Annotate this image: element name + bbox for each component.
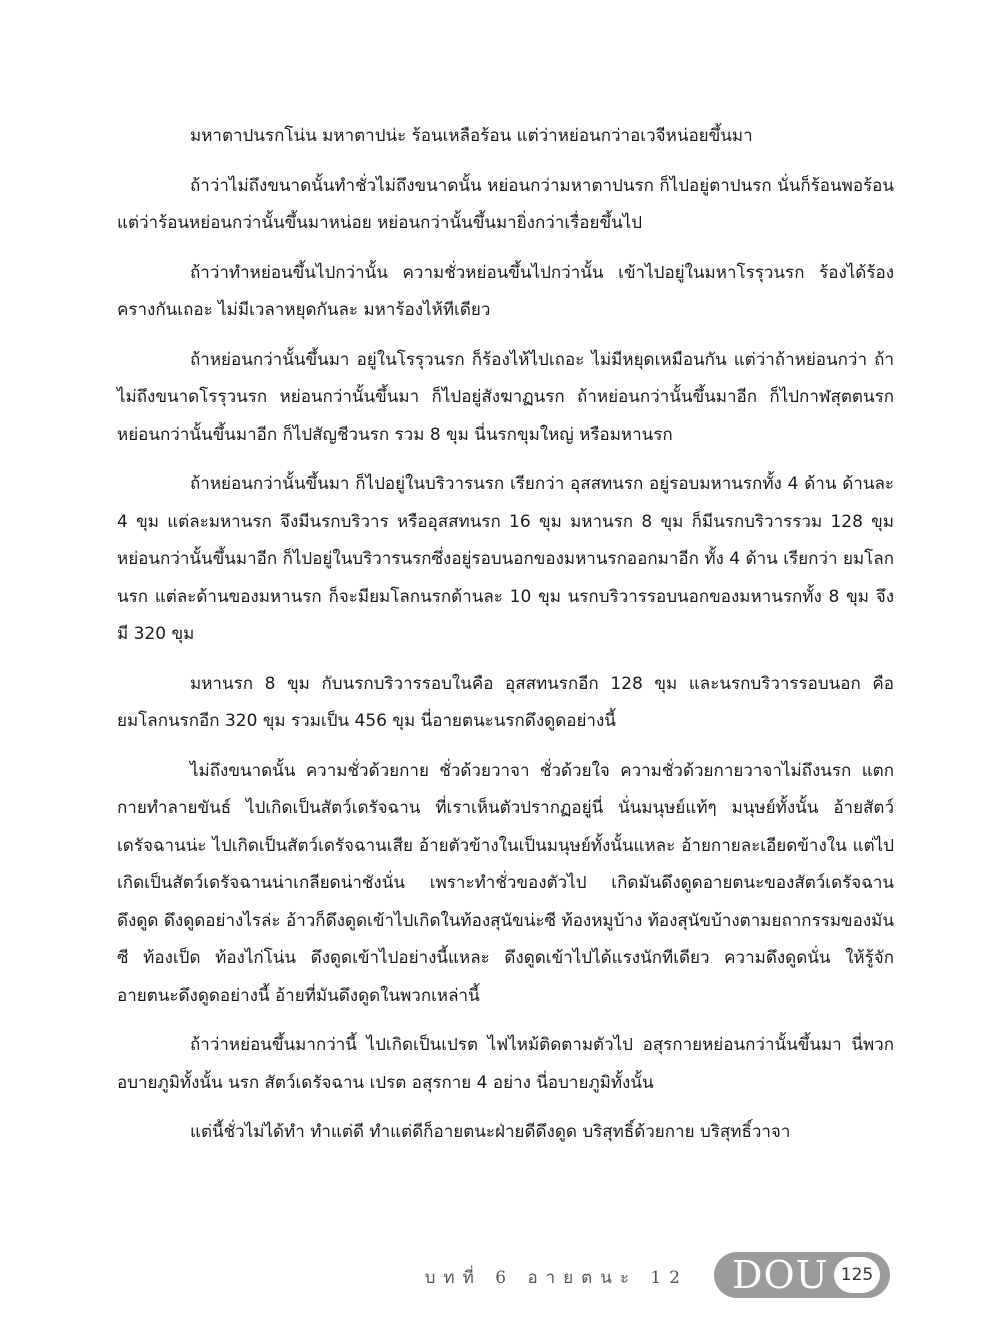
paragraph-9: แต่นี้ชั่วไม่ได้ทำ ทำแต่ดี ทำแต่ดีก็อายตนะฝ่ายดีดึงดูด บริสุทธิ์ด้วยกาย บริสุทธิ์วาจา [190,1122,791,1142]
paragraph-8: ถ้าว่าหย่อนขึ้นมากว่านี้ ไปเกิดเป็นเปรต ไฟไหม้ติดตามตัวไป อสุรกายหย่อนกว่านั้นขึ้นมา นี่พวกอบายภูมิทั้งนั้น นรก สัตว์เดรัจฉาน เปรต อสุรกาย 4 อย่าง นี่อบายภูมิทั้งนั้น [117,1035,894,1093]
page-number: 125 [834,1257,880,1293]
paragraph-5: ถ้าหย่อนกว่านั้นขึ้นมา ก็ไปอยู่ในบริวารนรก เรียกว่า อุสสทนรก อยู่รอบมหานรกทั้ง 4 ด้าน ด้านละ 4 ขุม แต่ละมหานรก จึงมีนรกบริวาร หรืออุสสทนรก 16 ขุม มหานรก 8 ขุม ก็มีนรกบริวารรวม 128 ขุม หย่อนกว่านั้นขึ้นมาอีก ก็ไปอยู่ในบริวารนรกซึ่งอยู่รอบนอกของมหานรกออกมาอีก ทั้ง 4 ด้าน เรียกว่า ยมโลกนรก แต่ละด้านของมหานรก ก็จะมียมโลกนรกด้านละ 10 ขุม นรกบริวารรอบนอกของมหานรกทั้ง 8 ขุม จึงมี 320 ขุม [117,474,894,644]
paragraph-2: ถ้าว่าไม่ถึงขนาดนั้นทำชั่วไม่ถึงขนาดนั้น หย่อนกว่ามหาตาปนรก ก็ไปอยู่ตาปนรก นั่นก็ร้อนพอร้อน แต่ว่าร้อนหย่อนกว่านั้นขึ้นมาหน่อย หย่อนกว่านั้นขึ้นมายิ่งกว่าเรื่อยขึ้นไป [117,175,894,233]
paragraph-7: ไม่ถึงขนาดนั้น ความชั่วด้วยกาย ชั่วด้วยวาจา ชั่วด้วยใจ ความชั่วด้วยกายวาจาไม่ถึงนรก แตกกายทำลายขันธ์ ไปเกิดเป็นสัตว์เดรัจฉาน ที่เราเห็นตัวปรากฏอยู่นี่ นั่นมนุษย์แท้ๆ มนุษย์ทั้งนั้น อ้ายสัตว์เดรัจฉานน่ะ ไปเกิดเป็นสัตว์เดรัจฉานเสีย อ้ายตัวข้างในเป็นมนุษย์ทั้งนั้นแหละ อ้ายกายละเอียดข้างใน แต่ไปเกิดเป็นสัตว์เดรัจฉานน่าเกลียดน่าชังนั่น เพราะทำชั่วของตัวไป เกิดมันดึงดูดอายตนะของสัตว์เดรัจฉานดึงดูด ดึงดูดอย่างไรล่ะ อ้าวก็ดึงดูดเข้าไปเกิดในท้องสุนัขน่ะซี ท้องหมูบ้าง ท้องสุนัขบ้างตามยถากรรมของมันซี ท้องเป็ด ท้องไก่โน่น ดึงดูดเข้าไปอย่างนี้แหละ ดึงดูดเข้าไปได้แรงนักทีเดียว ความดึงดูดนั่น ให้รู้จักอายตนะดึงดูดอย่างนี้ อ้ายที่มันดึงดูดในพวกเหล่านี้ [117,760,894,1006]
chapter-label: บทที่ 6 อายตนะ 12 [424,1268,688,1288]
dou-badge [714,1252,890,1298]
dou-logo: DOU [732,1253,829,1297]
page-body [117,118,894,1164]
page-footer [0,1252,1000,1300]
paragraph-6: มหานรก 8 ขุม กับนรกบริวารรอบในคือ อุสสทนรกอีก 128 ขุม และนรกบริวารรอบนอก คือ ยมโลกนรกอีก 320 ขุม รวมเป็น 456 ขุม นี่อายตนะนรกดึงดูดอย่างนี้ [117,673,894,731]
paragraph-4: ถ้าหย่อนกว่านั้นขึ้นมา อยู่ในโรรุวนรก ก็ร้องไห้ไปเถอะ ไม่มีหยุดเหมือนกัน แต่ว่าถ้าหย่อนกว่า ถ้าไม่ถึงขนาดโรรุวนรก หย่อนกว่านั้นขึ้นมา ก็ไปอยู่สังฆาฏนรก ถ้าหย่อนกว่านั้นขึ้นมาอีก ก็ไปกาฬสุตตนรก หย่อนกว่านั้นขึ้นมาอีก ก็ไปสัญชีวนรก รวม 8 ขุม นี่นรกขุมใหญ่ หรือมหานรก [117,349,894,445]
paragraph-1: มหาตาปนรกโน่น มหาตาปน่ะ ร้อนเหลือร้อน แต่ว่าหย่อนกว่าอเวจีหน่อยขึ้นมา [190,126,753,146]
paragraph-3: ถ้าว่าทำหย่อนขึ้นไปกว่านั้น ความชั่วหย่อนขึ้นไปกว่านั้น เข้าไปอยู่ในมหาโรรุวนรก ร้องได้ร้องครางกันเถอะ ไม่มีเวลาหยุดกันละ มหาร้องไห้ทีเดียว [117,262,894,320]
